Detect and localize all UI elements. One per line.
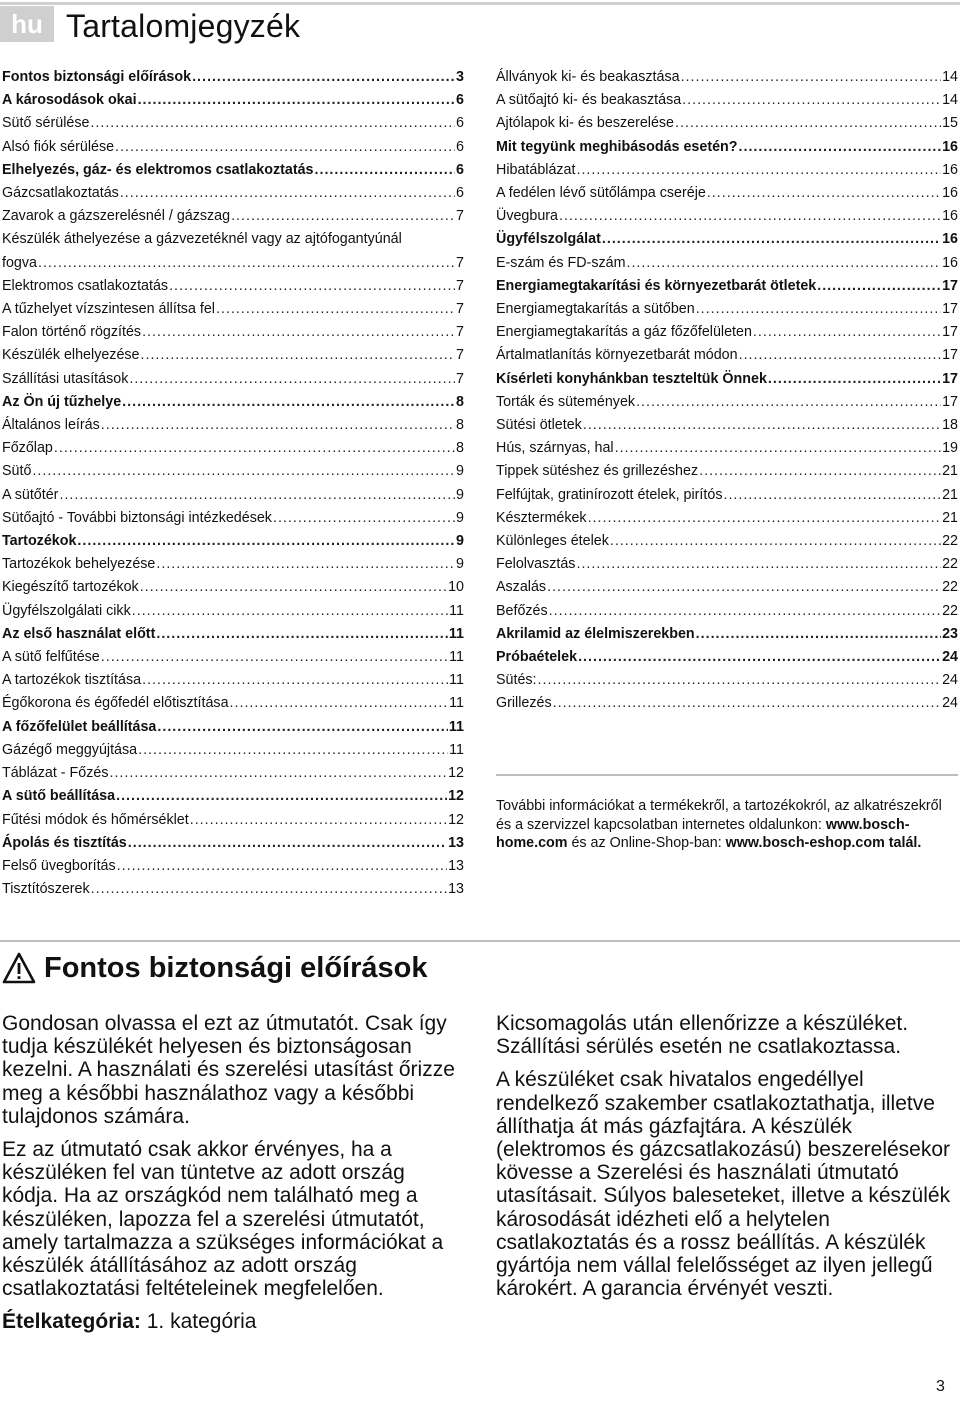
toc-entry-text: A sütőajtó ki- és beakasztása xyxy=(496,92,682,109)
toc-page-number: 19 xyxy=(942,440,958,457)
toc-entry-text: Sütési ötletek xyxy=(496,417,582,434)
toc-entry[interactable] xyxy=(2,762,464,785)
toc-entry-text: A fedélen lévő sütőlámpa cseréje xyxy=(496,185,706,202)
toc-leader xyxy=(138,89,455,112)
toc-entry-text: Aszalás xyxy=(496,579,547,596)
info-box xyxy=(496,797,956,853)
toc-entry-text: Alsó fiók sérülése xyxy=(2,138,115,155)
toc-leader xyxy=(682,89,941,112)
toc-entry-text: Fűtési módok és hőmérséklet xyxy=(2,811,189,828)
toc-leader xyxy=(583,414,941,437)
toc-entry-text: Sütő xyxy=(2,463,32,480)
toc-page-number: 8 xyxy=(456,393,464,410)
toc-page-number: 16 xyxy=(942,161,958,178)
toc-entry-text: Felfújtak, gratinírozott ételek, pirítós xyxy=(496,486,723,503)
toc-entry-text: Kísérleti konyhánkban teszteltük Önnek xyxy=(496,370,767,387)
toc-page-number: 12 xyxy=(448,765,464,782)
toc-leader xyxy=(576,159,941,182)
toc-page-number: 23 xyxy=(942,625,958,642)
safety-paragraph: Ez az útmutató csak akkor érvényes, ha a készüléken fel van tüntetve az adott ország kódja. Ha az országkód nem található meg a készüléken, lapozza fel a szerelési útmutatót, amely tartalmazza a szükséges információkat a készülék átállításához az adott ország csatlakoztatási feltételeinek megfelelően. xyxy=(2,1138,444,1301)
toc-page-number: 16 xyxy=(942,185,958,202)
toc-page-number: 17 xyxy=(942,277,958,294)
toc-entry[interactable] xyxy=(496,553,958,576)
toc-entry[interactable] xyxy=(496,252,958,275)
toc-leader xyxy=(696,298,941,321)
toc-entry-text: E-szám és FD-szám xyxy=(496,254,626,271)
toc-entry[interactable] xyxy=(496,669,958,692)
toc-entry-text: Készülék áthelyezése a gázvezetéknél vagy az ajtófogantyúnál xyxy=(2,231,402,248)
toc-leader xyxy=(38,252,455,275)
toc-leader xyxy=(696,623,941,646)
toc-leader xyxy=(602,228,941,251)
toc-page-number: 15 xyxy=(942,115,958,132)
toc-entry-text: Sütés: xyxy=(496,672,537,689)
toc-page-number: 11 xyxy=(449,602,464,619)
toc-entry-text: Gázcsatlakoztatás xyxy=(2,185,119,202)
toc-right-column xyxy=(496,66,958,716)
toc-page-number: 8 xyxy=(456,417,464,434)
toc-page-number: 7 xyxy=(456,301,464,318)
toc-leader xyxy=(32,460,455,483)
toc-entry[interactable] xyxy=(496,600,958,623)
toc-page-number: 6 xyxy=(456,161,464,178)
toc-page-number: 22 xyxy=(942,602,958,619)
toc-entry[interactable] xyxy=(496,112,958,135)
toc-entry[interactable] xyxy=(2,66,464,89)
toc-entry[interactable] xyxy=(2,530,464,553)
toc-left-column xyxy=(2,66,464,901)
toc-leader xyxy=(101,646,448,669)
toc-leader xyxy=(817,275,941,298)
info-divider xyxy=(496,774,958,776)
toc-page-number: 16 xyxy=(942,231,958,248)
toc-page-number: 11 xyxy=(449,741,464,758)
toc-entry[interactable] xyxy=(496,576,958,599)
toc-entry[interactable] xyxy=(2,368,464,391)
toc-page-number: 6 xyxy=(456,92,464,109)
safety-paragraph: A készüléket csak hivatalos engedéllyel rendelkező szakember csatlakoztathatja, illetve állíthatja át más gázfajtára. A készülék (elektromos és gázcsatlakozású) beszerelésekor kövesse a Szerelési és használati útmutató utasításait. Súlyos baleseteket, illetve a készülék károsodását idézheti elő a helytelen csatlakoztatás és a rossz beállítás. A készülék gyártója nem vállal felelősséget az ilyen jellegű károkért. A garancia érvényét veszti. xyxy=(496,1068,951,1301)
toc-entry-text: Kiegészítő tartozékok xyxy=(2,579,139,596)
toc-page-number: 10 xyxy=(448,579,464,596)
toc-entry[interactable] xyxy=(2,855,464,878)
toc-entry-text: A főzőfelület beállítása xyxy=(2,718,157,735)
toc-leader xyxy=(615,437,941,460)
toc-page-number: 17 xyxy=(942,370,958,387)
warning-triangle-icon xyxy=(2,952,36,984)
toc-entry-text: Zavarok a gázszerelésnél / gázszag xyxy=(2,208,231,225)
toc-entry[interactable] xyxy=(496,623,958,646)
toc-page-number: 22 xyxy=(942,556,958,573)
toc-entry-text: Mit tegyünk meghibásodás esetén? xyxy=(496,138,738,155)
toc-entry-text: Tartozékok xyxy=(2,533,77,550)
safety-left-column xyxy=(2,1012,464,1344)
toc-leader xyxy=(588,507,942,530)
toc-leader xyxy=(636,391,941,414)
toc-page-number: 3 xyxy=(456,69,464,85)
toc-entry[interactable] xyxy=(2,344,464,367)
toc-page-number: 24 xyxy=(942,695,958,712)
toc-leader xyxy=(576,553,941,576)
toc-page-number: 6 xyxy=(456,115,464,132)
toc-page-number: 9 xyxy=(456,533,464,550)
toc-entry[interactable] xyxy=(2,739,464,762)
toc-entry[interactable] xyxy=(2,553,464,576)
toc-page-number: 24 xyxy=(942,649,958,666)
toc-entry[interactable] xyxy=(496,484,958,507)
toc-page-number: 11 xyxy=(449,649,464,666)
toc-entry-text: Az első használat előtt xyxy=(2,625,156,642)
toc-entry[interactable] xyxy=(496,321,958,344)
toc-page-number: 7 xyxy=(456,324,464,341)
toc-leader xyxy=(157,716,447,739)
toc-entry-line xyxy=(2,252,464,275)
toc-leader xyxy=(681,66,942,89)
toc-entry[interactable] xyxy=(496,344,958,367)
toc-page-number: 14 xyxy=(942,69,958,85)
info-text-middle: és az Online-Shop-ban: xyxy=(567,835,726,851)
toc-entry-text: Sütő sérülése xyxy=(2,115,90,132)
toc-leader xyxy=(138,739,448,762)
toc-entry[interactable] xyxy=(2,89,464,112)
toc-entry-text: Ügyfélszolgálati cikk xyxy=(2,602,131,619)
toc-entry[interactable] xyxy=(2,878,464,901)
toc-page-number: 9 xyxy=(456,463,464,480)
toc-page-number: 16 xyxy=(942,138,958,155)
toc-leader xyxy=(169,275,455,298)
toc-leader xyxy=(723,484,941,507)
toc-entry[interactable] xyxy=(2,391,464,414)
toc-entry[interactable] xyxy=(496,460,958,483)
page-header xyxy=(0,0,960,60)
toc-page-number: 11 xyxy=(449,695,464,712)
toc-entry[interactable] xyxy=(2,275,464,298)
toc-page-number: 7 xyxy=(456,277,464,294)
toc-entry[interactable] xyxy=(496,66,958,89)
toc-leader xyxy=(675,112,941,135)
toc-page-number: 11 xyxy=(448,625,464,642)
toc-entry[interactable] xyxy=(2,182,464,205)
toc-entry[interactable] xyxy=(2,159,464,182)
toc-page-number: 24 xyxy=(942,672,958,689)
toc-entry[interactable] xyxy=(2,298,464,321)
toc-entry[interactable] xyxy=(496,646,958,669)
toc-entry[interactable] xyxy=(2,484,464,507)
toc-entry-text: Energiamegtakarítás a gáz főzőfelületen xyxy=(496,324,752,341)
language-badge: hu xyxy=(0,6,54,42)
safety-paragraph: Gondosan olvassa el ezt az útmutatót. Csak így tudja készülékét helyesen és biztonságosan kezelni. A használati és szerelési utasítást őrizze meg a későbbi használathoz vagy a későbbi tulajdonos számára. xyxy=(2,1012,455,1128)
toc-entry[interactable] xyxy=(496,437,958,460)
toc-entry[interactable] xyxy=(2,460,464,483)
toc-leader xyxy=(115,136,455,159)
toc-leader xyxy=(610,530,941,553)
toc-page-number: 9 xyxy=(456,486,464,503)
toc-entry-text: Elhelyezés, gáz- és elektromos csatlakoztatás xyxy=(2,161,314,178)
toc-leader xyxy=(230,692,449,715)
toc-leader xyxy=(101,414,455,437)
toc-page-number: 21 xyxy=(942,463,958,480)
toc-entry-text: Gázégő meggyújtása xyxy=(2,741,138,758)
toc-leader xyxy=(129,368,455,391)
toc-leader xyxy=(117,855,447,878)
toc-entry-text: Felolvasztás xyxy=(496,556,576,573)
toc-leader xyxy=(120,182,455,205)
toc-entry[interactable] xyxy=(2,809,464,832)
toc-entry-text: Főzőlap xyxy=(2,440,53,457)
toc-leader xyxy=(132,600,448,623)
toc-leader xyxy=(753,321,941,344)
toc-entry[interactable] xyxy=(496,368,958,391)
toc-leader xyxy=(128,832,447,855)
toc-entry[interactable] xyxy=(2,692,464,715)
toc-page-number: 16 xyxy=(942,254,958,271)
page-title: Tartalomjegyzék xyxy=(66,8,301,44)
toc-entry-text: Különleges ételek xyxy=(496,533,609,550)
toc-entry-text: Égőkorona és égőfedél előtisztítása xyxy=(2,695,229,712)
toc-entry-text: fogva xyxy=(2,254,37,271)
toc-page-number: 9 xyxy=(456,509,464,526)
safety-paragraph: Kicsomagolás után ellenőrizze a készüléket. Szállítási sérülés esetén ne csatlakoztassa. xyxy=(496,1012,909,1059)
toc-entry-text: Késztermékek xyxy=(496,509,587,526)
toc-entry-text: Szállítási utasítások xyxy=(2,370,129,387)
toc-page-number: 6 xyxy=(456,185,464,202)
toc-leader xyxy=(538,669,942,692)
toc-entry-text: A sütő felfűtése xyxy=(2,649,100,666)
toc-page-number: 17 xyxy=(942,301,958,318)
toc-entry-text: Energiamegtakarítási és környezetbarát ötletek xyxy=(496,277,817,294)
toc-entry[interactable] xyxy=(2,600,464,623)
toc-leader xyxy=(156,623,448,646)
toc-page-number: 12 xyxy=(448,788,464,805)
toc-entry[interactable] xyxy=(2,414,464,437)
toc-leader xyxy=(140,576,447,599)
page-number: 3 xyxy=(936,1378,945,1395)
toc-page-number: 11 xyxy=(448,718,464,735)
toc-leader xyxy=(142,321,455,344)
toc-leader xyxy=(549,600,941,623)
info-text-after: talál. xyxy=(884,835,922,851)
toc-entry[interactable] xyxy=(496,228,958,251)
toc-entry[interactable] xyxy=(2,646,464,669)
toc-page-number: 21 xyxy=(942,486,958,503)
toc-entry-text: Üvegbura xyxy=(496,208,558,225)
toc-entry-text: A sütő beállítása xyxy=(2,788,116,805)
toc-entry-text: A tűzhelyet vízszintesen állítsa fel xyxy=(2,301,215,318)
toc-entry[interactable] xyxy=(2,437,464,460)
toc-entry[interactable] xyxy=(496,507,958,530)
food-category-label: Ételkategória: xyxy=(2,1310,141,1334)
toc-leader xyxy=(739,344,942,367)
toc-leader xyxy=(626,252,941,275)
toc-page-number: 7 xyxy=(456,254,464,271)
link-bosch-eshop[interactable]: www.bosch-eshop.com xyxy=(725,835,885,851)
toc-entry[interactable] xyxy=(496,391,958,414)
toc-entry-text: A sütőtér xyxy=(2,486,59,503)
toc-entry-text: Ápolás és tisztítás xyxy=(2,834,127,851)
toc-leader xyxy=(559,205,941,228)
toc-entry[interactable] xyxy=(2,228,464,274)
toc-leader xyxy=(547,576,941,599)
toc-page-number: 17 xyxy=(942,393,958,410)
link-bosch-home[interactable]: www.bosch-home.com xyxy=(496,816,910,851)
toc-leader xyxy=(707,182,941,205)
toc-entry-text: Ügyfélszolgálat xyxy=(496,231,601,248)
toc-entry-text: Akrilamid az élelmiszerekben xyxy=(496,625,695,642)
toc-entry[interactable] xyxy=(2,785,464,808)
toc-page-number: 7 xyxy=(456,370,464,387)
toc-leader xyxy=(116,785,447,808)
toc-entry-text: Sütőajtó - További biztonsági intézkedések xyxy=(2,509,272,526)
toc-leader xyxy=(578,646,941,669)
toc-entry-text: Táblázat - Főzés xyxy=(2,765,109,782)
toc-entry[interactable] xyxy=(2,832,464,855)
toc-entry[interactable] xyxy=(2,716,464,739)
toc-entry[interactable] xyxy=(496,275,958,298)
toc-page-number: 13 xyxy=(448,881,464,898)
toc-entry[interactable] xyxy=(2,112,464,135)
toc-leader xyxy=(768,368,941,391)
toc-page-number: 17 xyxy=(942,324,958,341)
toc-leader xyxy=(90,112,455,135)
toc-entry-text: Torták és sütemények xyxy=(496,393,636,410)
toc-entry-text: Hús, szárnyas, hal xyxy=(496,440,614,457)
toc-entry[interactable] xyxy=(496,89,958,112)
toc-page-number: 18 xyxy=(942,417,958,434)
toc-entry-text: Készülék elhelyezése xyxy=(2,347,140,364)
toc-entry-text: Befőzés xyxy=(496,602,548,619)
toc-page-number: 21 xyxy=(942,509,958,526)
safety-heading-text: Fontos biztonsági előírások xyxy=(44,952,428,984)
toc-leader xyxy=(699,460,941,483)
toc-leader xyxy=(156,553,455,576)
toc-page-number: 12 xyxy=(448,811,464,828)
toc-page-number: 6 xyxy=(456,138,464,155)
toc-entry-text: A tartozékok tisztítása xyxy=(2,672,142,689)
toc-page-number: 17 xyxy=(942,347,958,364)
toc-entry-text: A károsodások okai xyxy=(2,92,137,109)
toc-entry-text: Elektromos csatlakoztatás xyxy=(2,277,169,294)
toc-page-number: 14 xyxy=(942,92,958,109)
toc-entry[interactable] xyxy=(2,576,464,599)
toc-entry-text: Állványok ki- és beakasztása xyxy=(496,69,680,85)
toc-page-number: 22 xyxy=(942,533,958,550)
toc-leader xyxy=(77,530,455,553)
section-divider xyxy=(0,940,960,942)
toc-entry[interactable] xyxy=(496,298,958,321)
toc-leader xyxy=(109,762,447,785)
toc-entry-text: Ajtólapok ki- és beszerelése xyxy=(496,115,675,132)
toc-page-number: 13 xyxy=(448,834,464,851)
toc-entry[interactable] xyxy=(2,507,464,530)
toc-entry-text: Tippek sütéshez és grillezéshez xyxy=(496,463,699,480)
toc-entry-text: Próbaételek xyxy=(496,649,578,666)
toc-entry-text: Ártalmatlanítás környezetbarát módon xyxy=(496,347,738,364)
toc-leader xyxy=(739,136,942,159)
toc-entry[interactable] xyxy=(2,669,464,692)
toc-entry[interactable] xyxy=(496,182,958,205)
toc-leader xyxy=(59,484,455,507)
toc-entry-text: Az Ön új tűzhelye xyxy=(2,393,122,410)
toc-page-number: 16 xyxy=(942,208,958,225)
toc-entry-text: Tartozékok behelyezése xyxy=(2,556,156,573)
toc-entry[interactable] xyxy=(496,159,958,182)
toc-entry-text: Felső üvegborítás xyxy=(2,857,116,874)
toc-entry-text: Energiamegtakarítás a sütőben xyxy=(496,301,695,318)
toc-entry[interactable] xyxy=(496,414,958,437)
toc-leader xyxy=(190,809,447,832)
toc-leader xyxy=(315,159,456,182)
toc-leader xyxy=(54,437,455,460)
header-rule xyxy=(0,2,960,5)
toc-entry-text: Fontos biztonsági előírások xyxy=(2,69,192,85)
toc-entry[interactable] xyxy=(496,692,958,715)
toc-entry[interactable] xyxy=(2,136,464,159)
toc-leader xyxy=(141,344,456,367)
toc-page-number: 11 xyxy=(449,672,464,689)
toc-leader xyxy=(122,391,455,414)
toc-entry[interactable] xyxy=(2,623,464,646)
toc-entry[interactable] xyxy=(496,530,958,553)
food-category xyxy=(2,1310,464,1333)
toc-leader xyxy=(192,66,455,89)
toc-page-number: 7 xyxy=(456,208,464,225)
toc-entry[interactable] xyxy=(496,205,958,228)
toc-entry[interactable] xyxy=(2,321,464,344)
toc-entry-text: Grillezés xyxy=(496,695,552,712)
toc-entry[interactable] xyxy=(496,136,958,159)
toc-leader xyxy=(91,878,447,901)
toc-leader xyxy=(216,298,455,321)
toc-entry[interactable] xyxy=(2,205,464,228)
toc-page-number: 7 xyxy=(456,347,464,364)
toc-leader xyxy=(273,507,455,530)
toc-entry-text: Falon történő rögzítés xyxy=(2,324,142,341)
toc-leader xyxy=(553,692,941,715)
toc-entry-text: Tisztítószerek xyxy=(2,881,90,898)
toc-page-number: 22 xyxy=(942,579,958,596)
toc-leader xyxy=(231,205,455,228)
info-text-before: További információkat a termékekről, a tartozékokról, az alkatrészekről és a szervizzel kapcsolatban internetes oldalunkon: xyxy=(496,798,942,833)
safety-heading xyxy=(2,948,428,988)
safety-right-column xyxy=(496,1012,958,1310)
toc-leader xyxy=(142,669,448,692)
toc-page-number: 8 xyxy=(456,440,464,457)
toc-entry-text: Hibatáblázat xyxy=(496,161,576,178)
toc-page-number: 9 xyxy=(456,556,464,573)
toc-entry-text: Általános leírás xyxy=(2,417,100,434)
food-category-value: 1. kategória xyxy=(140,1310,257,1334)
toc-page-number: 13 xyxy=(448,857,464,874)
